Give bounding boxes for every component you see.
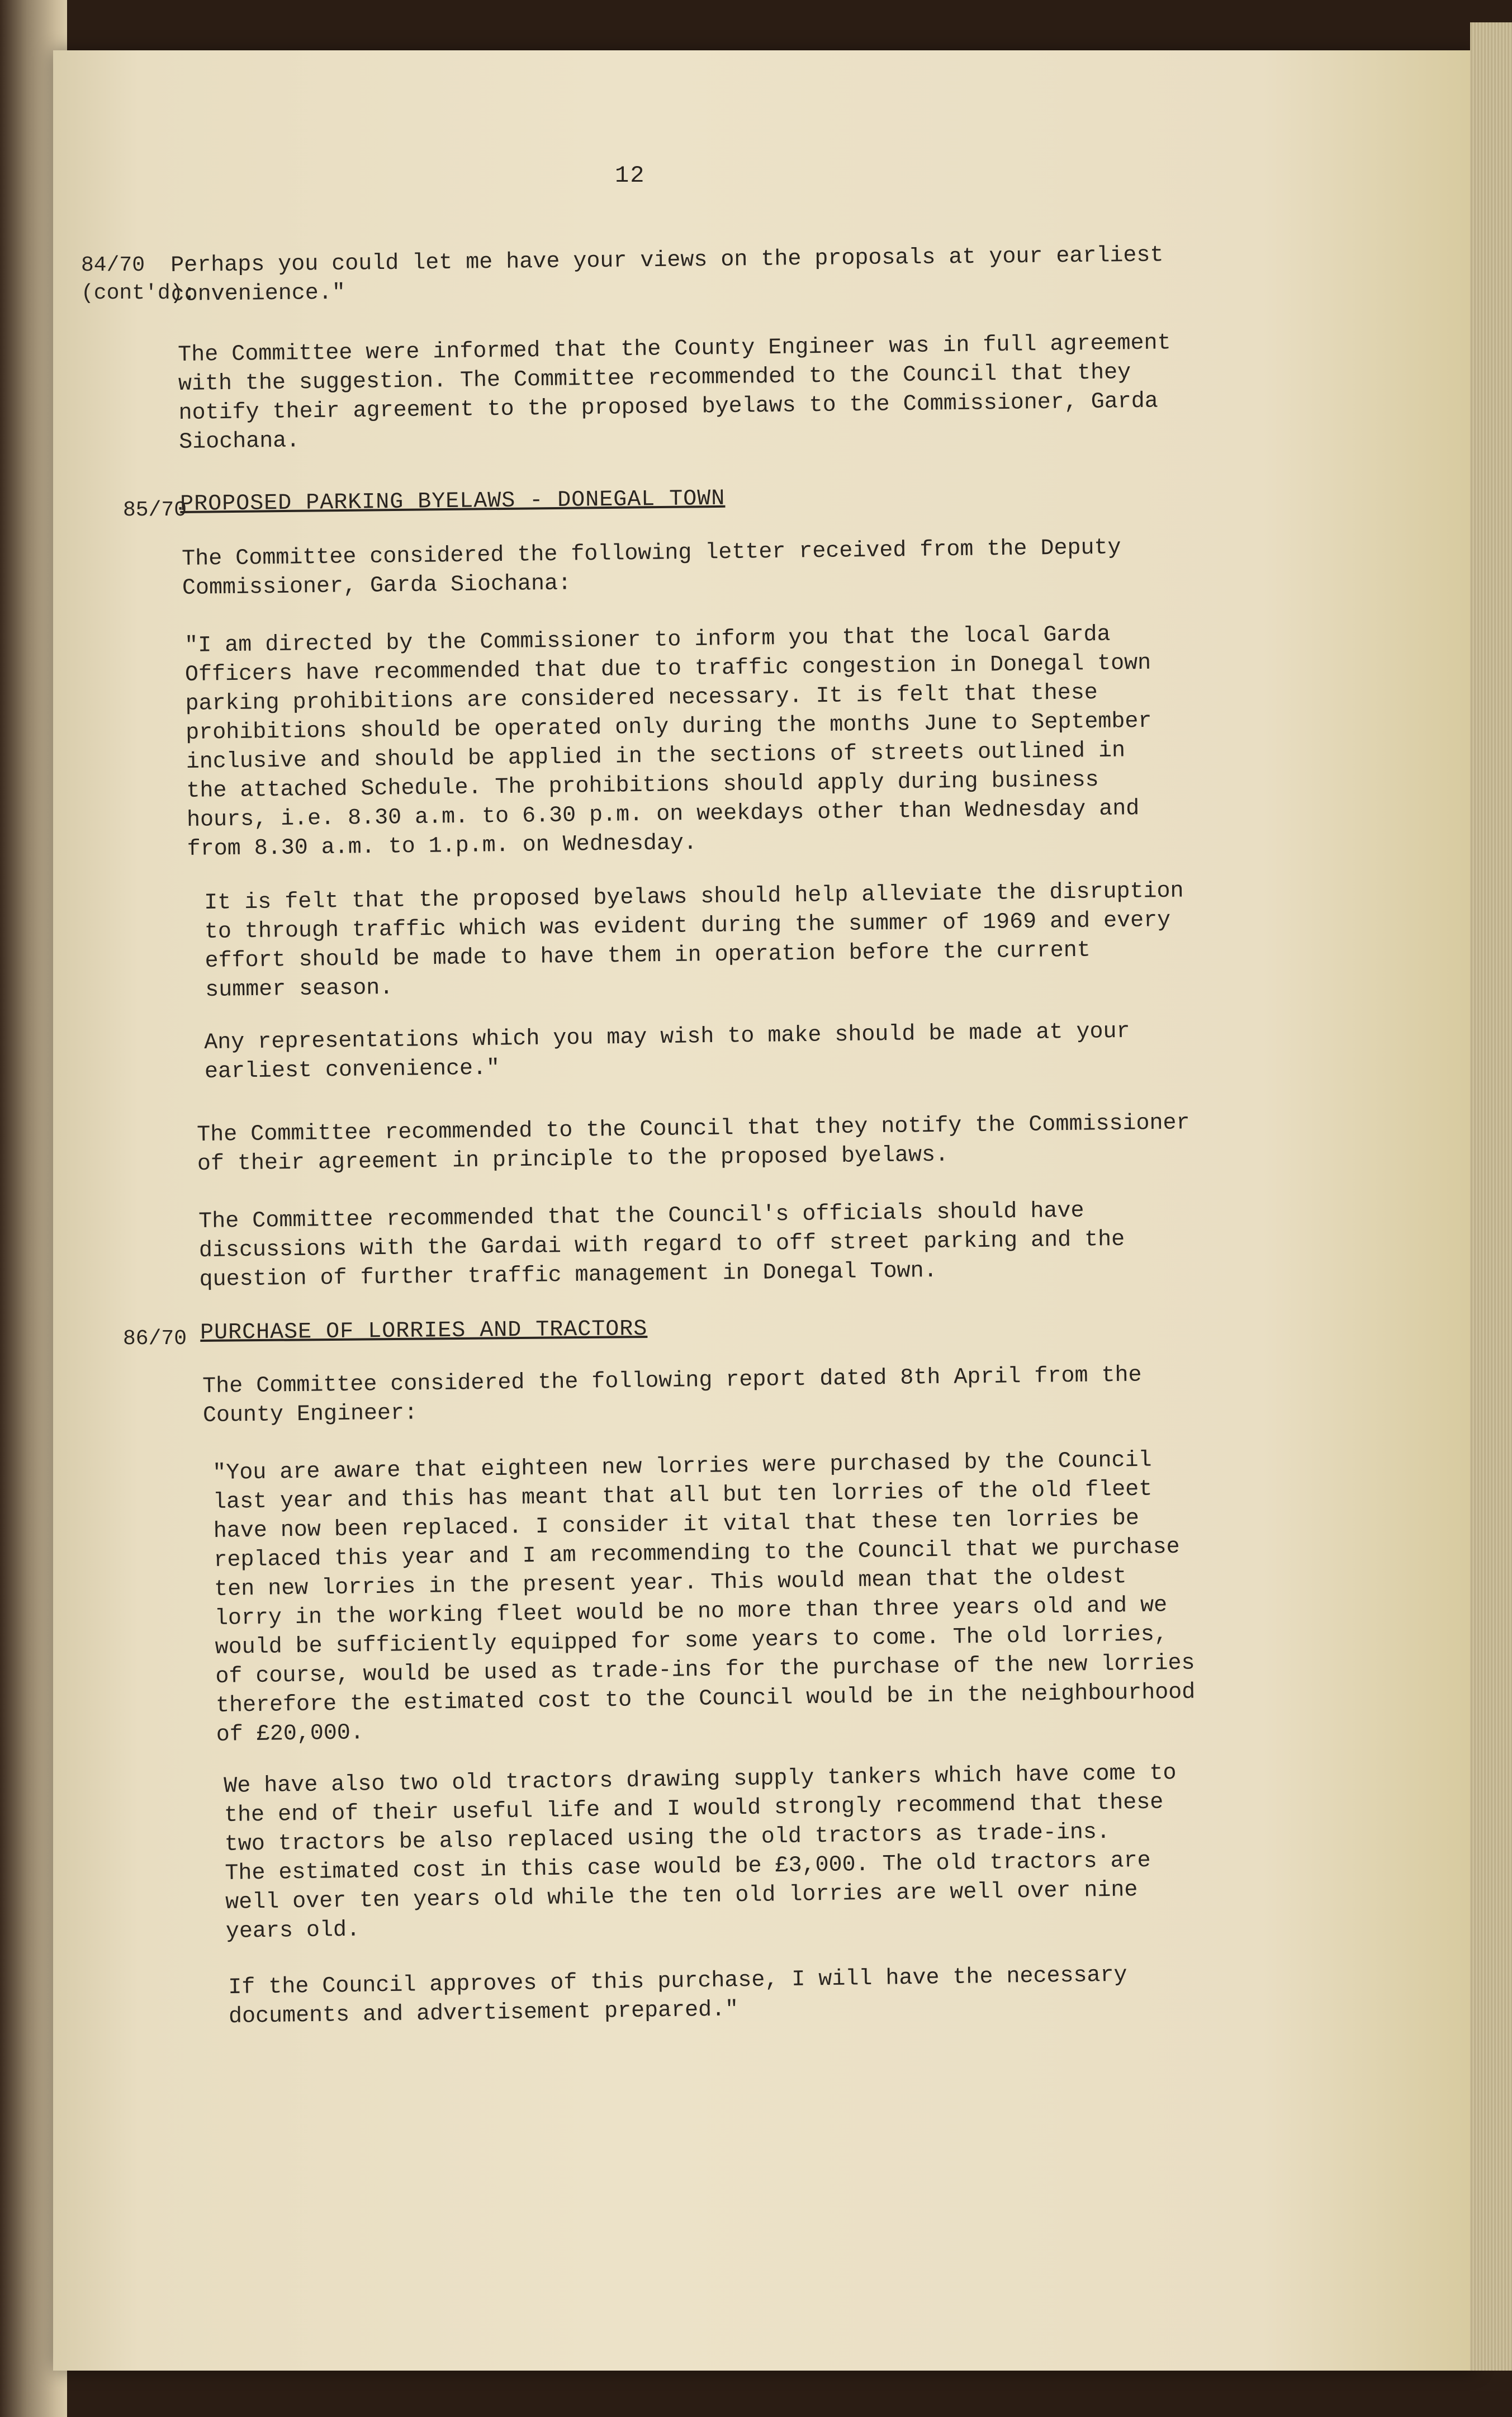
minute-86-intro: The Committee considered the following report dated 8th April from the County Engineer: — [202, 1363, 1142, 1429]
minute-86-report-p3: If the Council approves of this purchase, I will have the necessary documents and advertisement prepared." — [228, 1962, 1127, 2030]
minute-ref-85: 85/70 — [123, 498, 187, 522]
minute-84-quote-end: Perhaps you could let me have your views on the proposals at your earliest convenience." — [170, 243, 1164, 308]
minute-85-intro: The Committee considered the following letter received from the Deputy Commissioner, Garda Siochana: — [182, 535, 1121, 601]
minute-85-letter-p2: It is felt that the proposed byelaws should help alleviate the disruption to through traffic which was evident during the summer of 1969 and every effort should be made to have them in operation before the current summer season. — [204, 878, 1184, 1003]
minute-86-report-p2: We have also two old tractors drawing supply tankers which have come to the end of their useful life and I would strongly recommend that these two tractors be also replaced using the old tractors as trade-ins. The estimated cost in this case would be £3,000. The old tractors are well over ten years old while the ten old lorries are well over nine years old. — [224, 1761, 1177, 1945]
minute-85-recommendation-1: The Committee recommended to the Council that they notify the Commissioner of their agreement in principle to the proposed byelaws. — [197, 1110, 1190, 1177]
minute-86-report-p1: "You are aware that eighteen new lorries were purchased by the Council last year and this has meant that all but ten lorries of the old fleet have now been replaced. I consider it vital that these ten lorries be replaced this year and I am recommending to the Council that we purchase ten new lorries in the present year. This would mean that the oldest lorry in the working fleet would be no more than three years old and we would be sufficiently equipped for some years to come. The old lorries, of course, would be used as trade-ins for the purchase of the new lorries therefore the estimated cost to the Council would be in the neighbourhood of £20,000. — [212, 1448, 1196, 1748]
minute-85-recommendation-2: The Committee recommended that the Council's officials should have discussions with the Gardai with regard to off street parking and the question of further traffic management in Donegal Town. — [198, 1198, 1125, 1293]
page-number: 12 — [615, 162, 646, 189]
minute-85-letter-p3: Any representations which you may wish to make should be made at your earliest convenience." — [204, 1019, 1130, 1085]
minute-ref-84: 84/70 (cont'd): — [81, 253, 196, 305]
page-edges — [1470, 22, 1512, 2371]
minute-ref-86: 86/70 — [123, 1327, 187, 1351]
minute-85-letter-p1: "I am directed by the Commissioner to inform you that the local Garda Officers have recommended that due to traffic congestion in Donegal town parking prohibitions are considered necessary. It is felt that these prohibitions should be operated only during the months June to September inclusive and should be applied in the sections of streets outlined in the attached Schedule. The prohibitions should apply during business hours, i.e. 8.30 a.m. to 6.30 p.m. on weekdays other than Wednesday and from 8.30 a.m. to 1.p.m. on Wednesday. — [184, 622, 1152, 862]
minute-85-heading: PROPOSED PARKING BYELAWS - DONEGAL TOWN — [180, 486, 726, 517]
minute-86-heading: PURCHASE OF LORRIES AND TRACTORS — [200, 1317, 648, 1346]
minute-84-paragraph: The Committee were informed that the County Engineer was in full agreement with the suggestion. The Committee recommended to the Council that they notify their agreement to the proposed byelaws to the Commissioner, Garda Siochana. — [178, 330, 1171, 455]
